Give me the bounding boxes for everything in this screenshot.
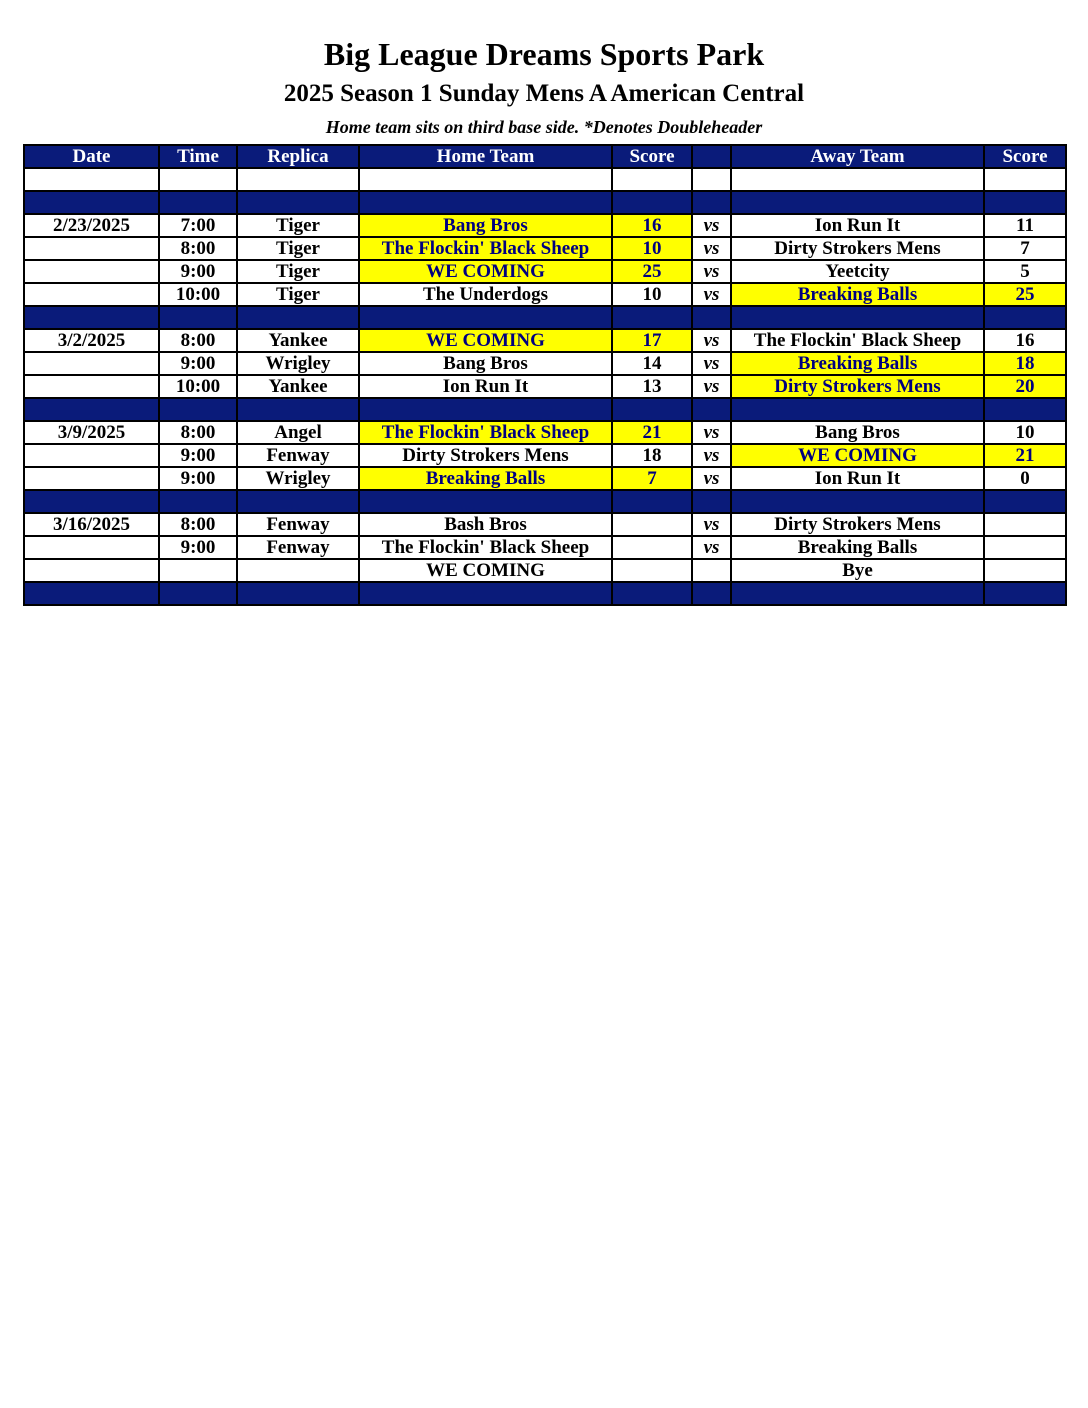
cell-time [159, 490, 237, 513]
cell-replica [237, 559, 359, 582]
cell-home-score: 13 [612, 375, 692, 398]
cell-away-team: Yeetcity [731, 260, 984, 283]
cell-home-team [359, 168, 612, 191]
cell-vs [692, 559, 731, 582]
cell-vs [692, 490, 731, 513]
cell-away-team: WE COMING [731, 444, 984, 467]
cell-date [24, 536, 159, 559]
cell-replica: Wrigley [237, 352, 359, 375]
cell-date [24, 559, 159, 582]
cell-replica: Wrigley [237, 467, 359, 490]
blank-row [24, 168, 1066, 191]
cell-vs [692, 191, 731, 214]
cell-away-team: Ion Run It [731, 214, 984, 237]
cell-time [159, 559, 237, 582]
header-row [24, 145, 1066, 168]
cell-home-score [612, 536, 692, 559]
cell-home-team: The Flockin' Black Sheep [359, 237, 612, 260]
cell-replica [237, 398, 359, 421]
cell-home-team: Ion Run It [359, 375, 612, 398]
cell-replica: Fenway [237, 536, 359, 559]
cell-time: 9:00 [159, 444, 237, 467]
cell-away-score [984, 191, 1066, 214]
cell-home-team: Bash Bros [359, 513, 612, 536]
cell-time [159, 168, 237, 191]
cell-away-score: 20 [984, 375, 1066, 398]
cell-home-score: 21 [612, 421, 692, 444]
cell-home-team: The Flockin' Black Sheep [359, 421, 612, 444]
cell-home-score: 10 [612, 237, 692, 260]
cell-away-team [731, 191, 984, 214]
cell-home-score [612, 168, 692, 191]
cell-vs: vs [692, 513, 731, 536]
cell-home-score [612, 490, 692, 513]
col-header-home-score: Score [612, 145, 692, 168]
cell-replica: Yankee [237, 375, 359, 398]
page-subtitle: 2025 Season 1 Sunday Mens A American Central [283, 80, 805, 107]
cell-replica: Tiger [237, 237, 359, 260]
cell-date [24, 168, 159, 191]
table-row [24, 260, 1066, 283]
cell-vs: vs [692, 283, 731, 306]
cell-vs: vs [692, 260, 731, 283]
cell-time [159, 398, 237, 421]
cell-home-team: WE COMING [359, 260, 612, 283]
cell-away-score: 10 [984, 421, 1066, 444]
cell-away-team: Bang Bros [731, 421, 984, 444]
schedule-body [24, 168, 1066, 605]
col-header-vs [692, 145, 731, 168]
cell-date [24, 306, 159, 329]
cell-time [159, 191, 237, 214]
cell-home-score [612, 513, 692, 536]
cell-away-team: Dirty Strokers Mens [731, 375, 984, 398]
week-separator-row [24, 490, 1066, 513]
cell-away-team [731, 168, 984, 191]
cell-replica: Fenway [237, 444, 359, 467]
cell-away-team [731, 398, 984, 421]
cell-time: 10:00 [159, 283, 237, 306]
cell-replica [237, 490, 359, 513]
cell-away-score [984, 306, 1066, 329]
cell-home-team [359, 582, 612, 605]
cell-time: 9:00 [159, 260, 237, 283]
cell-replica: Tiger [237, 214, 359, 237]
cell-home-team: WE COMING [359, 559, 612, 582]
cell-replica [237, 306, 359, 329]
cell-time: 8:00 [159, 329, 237, 352]
cell-vs: vs [692, 329, 731, 352]
cell-home-score: 17 [612, 329, 692, 352]
cell-replica [237, 191, 359, 214]
cell-away-score: 5 [984, 260, 1066, 283]
cell-away-score: 21 [984, 444, 1066, 467]
cell-home-team: WE COMING [359, 329, 612, 352]
cell-replica [237, 582, 359, 605]
cell-away-score: 7 [984, 237, 1066, 260]
cell-away-team: The Flockin' Black Sheep [731, 329, 984, 352]
cell-home-team [359, 191, 612, 214]
cell-replica [237, 168, 359, 191]
cell-home-score: 7 [612, 467, 692, 490]
cell-home-score: 10 [612, 283, 692, 306]
cell-home-team: The Flockin' Black Sheep [359, 536, 612, 559]
cell-vs: vs [692, 421, 731, 444]
cell-vs [692, 306, 731, 329]
cell-vs: vs [692, 444, 731, 467]
cell-vs: vs [692, 237, 731, 260]
cell-home-team [359, 306, 612, 329]
table-row [24, 444, 1066, 467]
cell-time: 9:00 [159, 352, 237, 375]
cell-date: 3/2/2025 [24, 329, 159, 352]
cell-home-team: Breaking Balls [359, 467, 612, 490]
cell-away-score: 16 [984, 329, 1066, 352]
col-header-away-team: Away Team [731, 145, 984, 168]
cell-away-score: 0 [984, 467, 1066, 490]
col-header-date: Date [24, 145, 159, 168]
cell-away-team: Breaking Balls [731, 352, 984, 375]
cell-vs [692, 398, 731, 421]
cell-time: 7:00 [159, 214, 237, 237]
cell-vs [692, 582, 731, 605]
table-row [24, 536, 1066, 559]
cell-home-score [612, 582, 692, 605]
cell-replica: Fenway [237, 513, 359, 536]
cell-date [24, 490, 159, 513]
cell-home-score [612, 306, 692, 329]
table-row [24, 237, 1066, 260]
cell-away-score: 18 [984, 352, 1066, 375]
cell-away-team: Bye [731, 559, 984, 582]
cell-away-score [984, 398, 1066, 421]
cell-vs: vs [692, 467, 731, 490]
table-row [24, 513, 1066, 536]
cell-away-team: Dirty Strokers Mens [731, 513, 984, 536]
cell-vs: vs [692, 214, 731, 237]
cell-home-team: The Underdogs [359, 283, 612, 306]
cell-away-team: Dirty Strokers Mens [731, 237, 984, 260]
cell-time: 8:00 [159, 237, 237, 260]
cell-away-team: Breaking Balls [731, 536, 984, 559]
cell-date [24, 467, 159, 490]
cell-home-team: Bang Bros [359, 352, 612, 375]
cell-vs: vs [692, 352, 731, 375]
cell-date [24, 375, 159, 398]
cell-home-score: 25 [612, 260, 692, 283]
cell-home-score: 18 [612, 444, 692, 467]
col-header-time: Time [159, 145, 237, 168]
cell-date: 3/16/2025 [24, 513, 159, 536]
week-separator-row [24, 582, 1066, 605]
cell-home-score [612, 398, 692, 421]
col-header-replica: Replica [237, 145, 359, 168]
cell-date: 2/23/2025 [24, 214, 159, 237]
cell-date [24, 260, 159, 283]
cell-home-team [359, 398, 612, 421]
cell-home-team: Dirty Strokers Mens [359, 444, 612, 467]
cell-away-score [984, 490, 1066, 513]
cell-time: 10:00 [159, 375, 237, 398]
cell-away-score [984, 536, 1066, 559]
schedule-table [23, 144, 1067, 606]
cell-away-team [731, 490, 984, 513]
cell-home-score: 14 [612, 352, 692, 375]
table-row [24, 329, 1066, 352]
cell-away-team [731, 582, 984, 605]
cell-vs: vs [692, 536, 731, 559]
cell-away-score [984, 513, 1066, 536]
cell-replica: Angel [237, 421, 359, 444]
col-header-away-score: Score [984, 145, 1066, 168]
table-row [24, 214, 1066, 237]
cell-away-score: 11 [984, 214, 1066, 237]
cell-away-score [984, 168, 1066, 191]
cell-replica: Tiger [237, 283, 359, 306]
table-row [24, 559, 1066, 582]
cell-time: 9:00 [159, 467, 237, 490]
cell-home-score [612, 191, 692, 214]
week-separator-row [24, 306, 1066, 329]
cell-home-team: Bang Bros [359, 214, 612, 237]
col-header-home-team: Home Team [359, 145, 612, 168]
cell-time: 8:00 [159, 421, 237, 444]
cell-away-team: Breaking Balls [731, 283, 984, 306]
week-separator-row [24, 398, 1066, 421]
table-row [24, 467, 1066, 490]
cell-time [159, 582, 237, 605]
cell-date [24, 582, 159, 605]
page-title: Big League Dreams Sports Park [323, 36, 765, 72]
cell-date [24, 352, 159, 375]
cell-vs: vs [692, 375, 731, 398]
cell-away-team: Ion Run It [731, 467, 984, 490]
table-row [24, 421, 1066, 444]
cell-date [24, 283, 159, 306]
cell-date [24, 398, 159, 421]
table-row [24, 283, 1066, 306]
cell-date [24, 444, 159, 467]
cell-away-score [984, 582, 1066, 605]
cell-away-score [984, 559, 1066, 582]
table-row [24, 375, 1066, 398]
cell-date [24, 191, 159, 214]
cell-time [159, 306, 237, 329]
cell-replica: Yankee [237, 329, 359, 352]
cell-home-team [359, 490, 612, 513]
cell-away-score: 25 [984, 283, 1066, 306]
cell-date: 3/9/2025 [24, 421, 159, 444]
cell-home-score [612, 559, 692, 582]
cell-date [24, 237, 159, 260]
cell-vs [692, 168, 731, 191]
cell-home-score: 16 [612, 214, 692, 237]
cell-replica: Tiger [237, 260, 359, 283]
table-row [24, 352, 1066, 375]
week-separator-row [24, 191, 1066, 214]
page-note: Home team sits on third base side. *Denotes Doubleheader [325, 117, 763, 137]
cell-away-team [731, 306, 984, 329]
cell-time: 8:00 [159, 513, 237, 536]
cell-time: 9:00 [159, 536, 237, 559]
